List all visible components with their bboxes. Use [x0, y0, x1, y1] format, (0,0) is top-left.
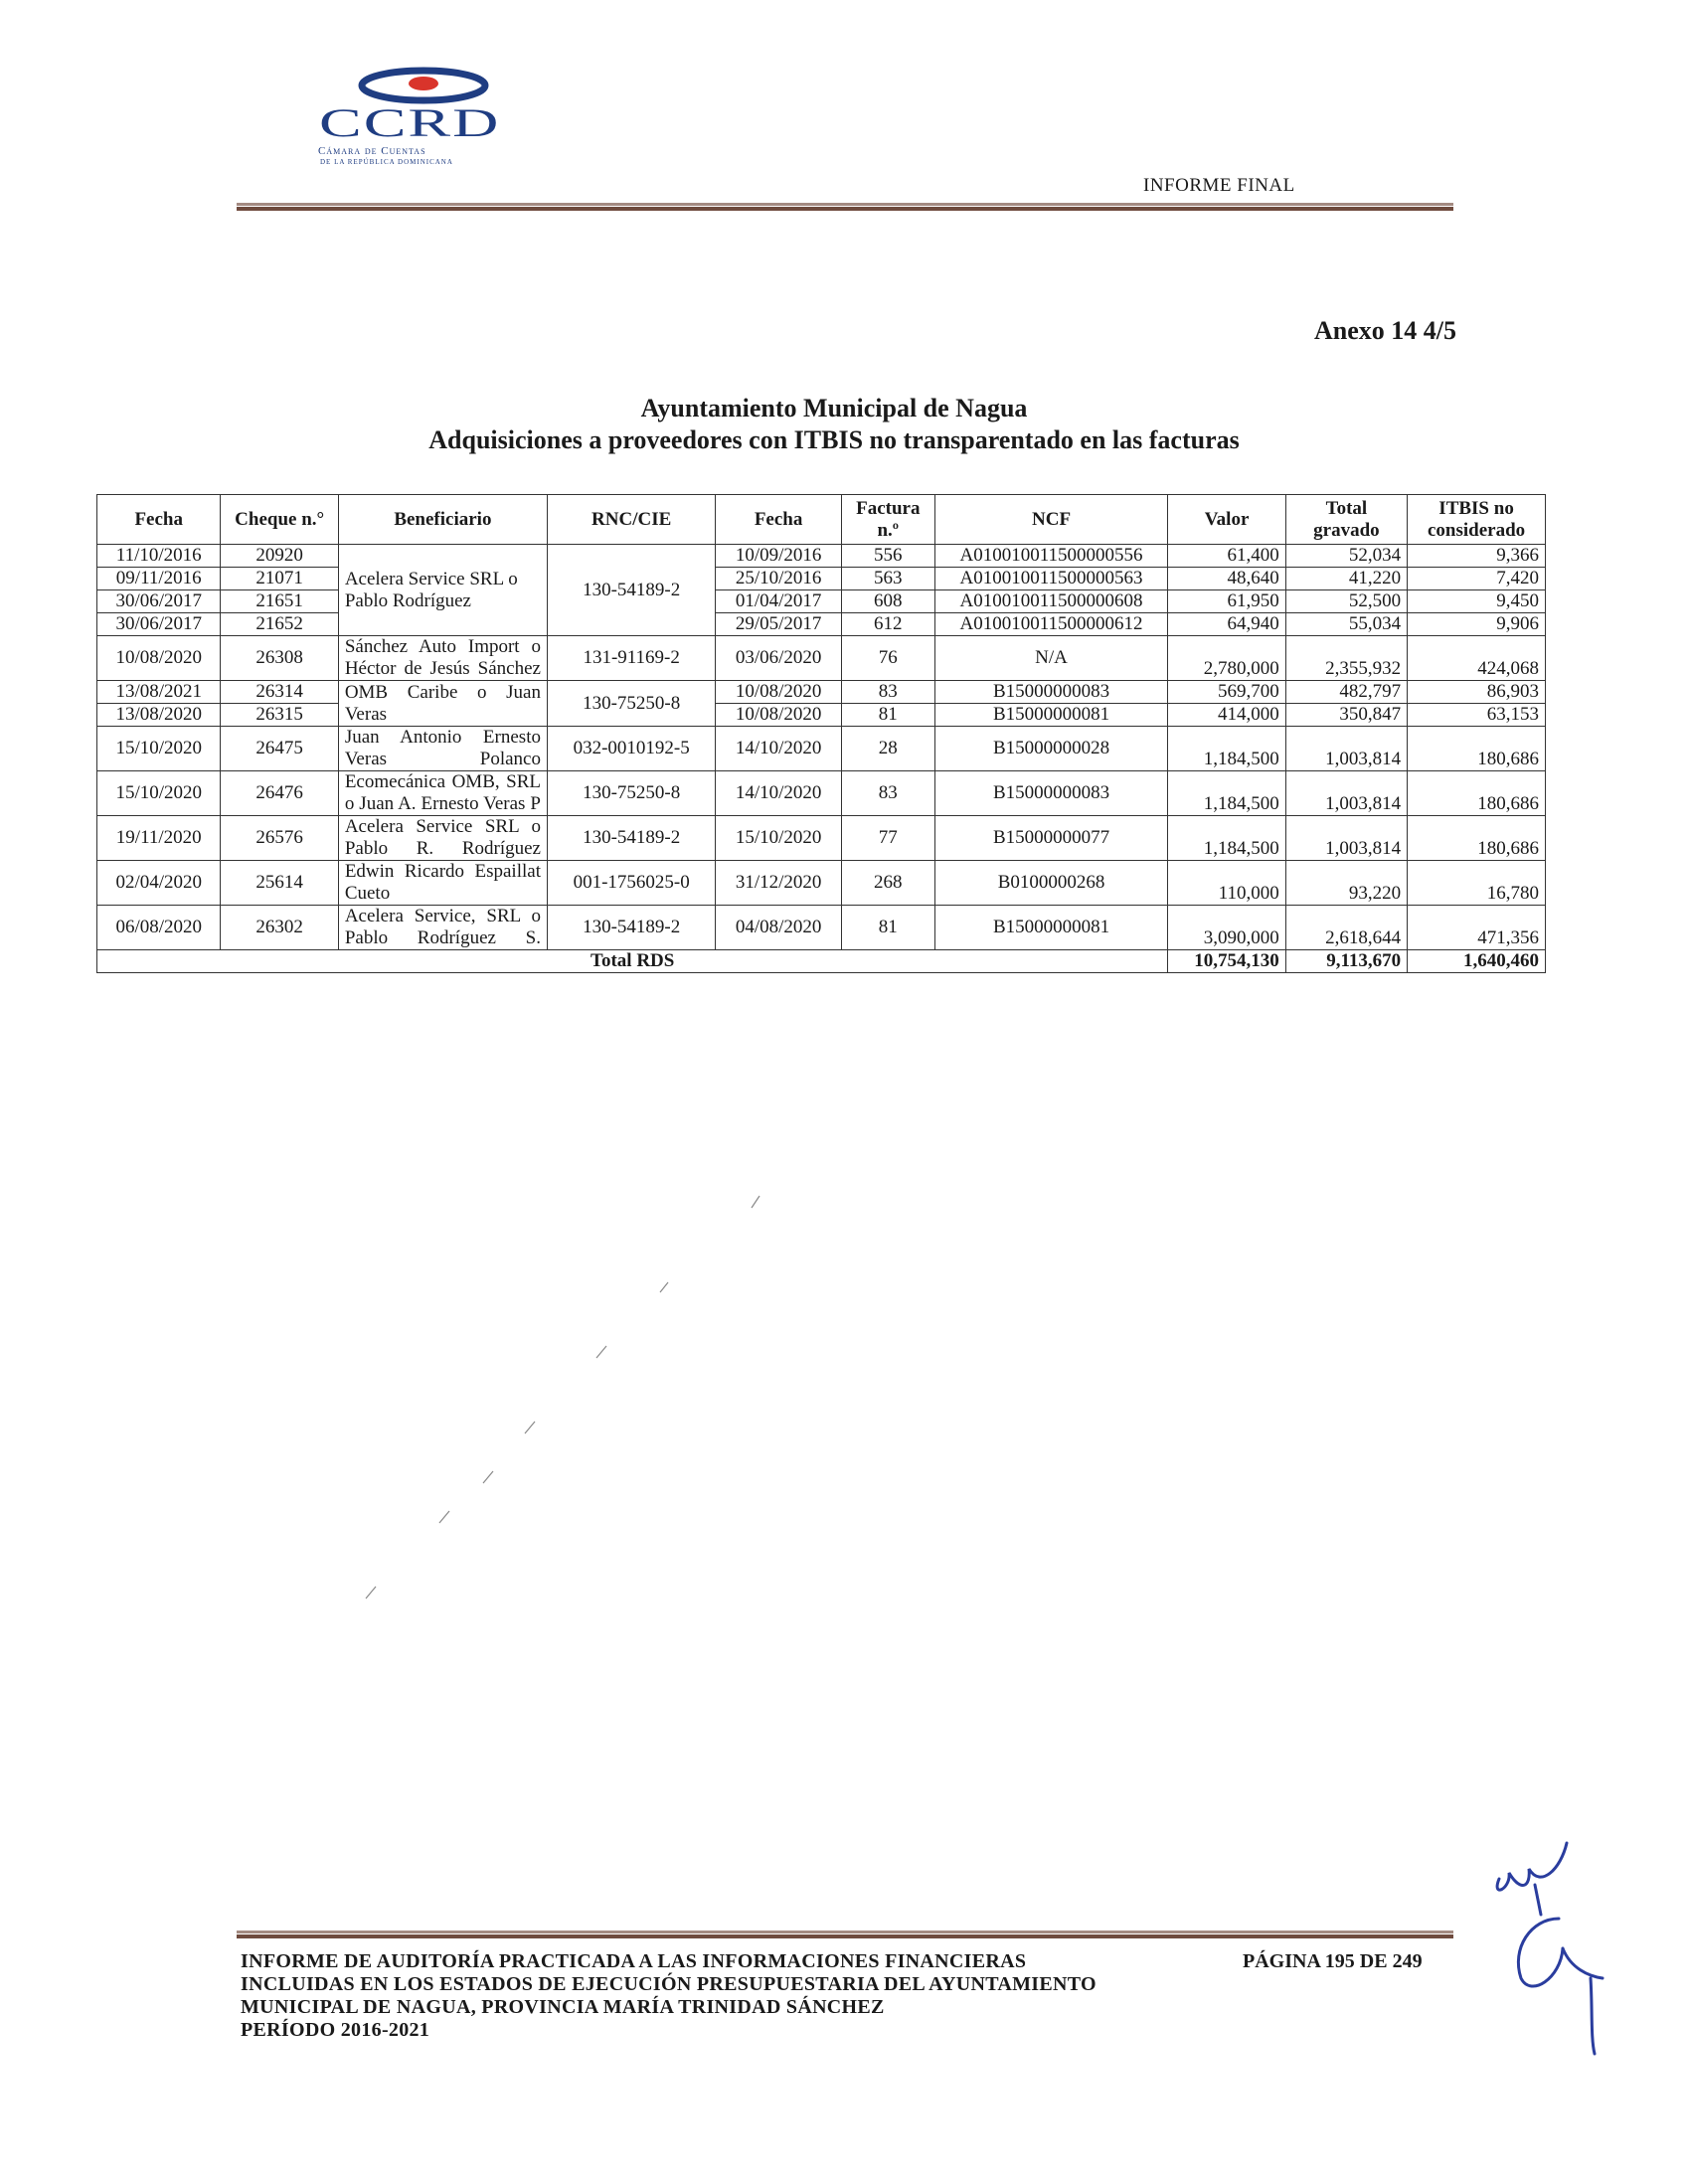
total-valor: 10,754,130 [1168, 950, 1285, 973]
cell-cheque: 26476 [221, 771, 338, 816]
check-mark [752, 1196, 760, 1208]
cell-itbis: 86,903 [1408, 681, 1546, 704]
header-rnc: RNC/CIE [547, 495, 715, 545]
cell-itbis: 16,780 [1408, 861, 1546, 906]
cell-rnc: 130-54189-2 [547, 816, 715, 861]
footer-line: MUNICIPAL DE NAGUA, PROVINCIA MARÍA TRINIDAD SÁNCHEZ [241, 1996, 885, 2018]
cell-fecha: 10/08/2020 [97, 636, 221, 681]
cell-cheque: 26308 [221, 636, 338, 681]
handwritten-initials-icon [1471, 1829, 1620, 2058]
cell-fecha: 30/06/2017 [97, 613, 221, 636]
header-valor: Valor [1168, 495, 1285, 545]
cell-cheque: 21652 [221, 613, 338, 636]
cell-factura: 77 [841, 816, 934, 861]
cell-factura: 268 [841, 861, 934, 906]
cell-itbis: 180,686 [1408, 727, 1546, 771]
cell-fecha: 09/11/2016 [97, 568, 221, 590]
cell-itbis: 9,366 [1408, 545, 1546, 568]
header-fecha: Fecha [97, 495, 221, 545]
cell-ncf: B0100000268 [934, 861, 1168, 906]
cell-itbis: 63,153 [1408, 704, 1546, 727]
cell-fecha-factura: 14/10/2020 [716, 727, 842, 771]
cell-gravado: 52,034 [1285, 545, 1407, 568]
cell-ncf: B15000000077 [934, 816, 1168, 861]
cell-ncf: B15000000028 [934, 727, 1168, 771]
cell-valor: 61,950 [1168, 590, 1285, 613]
cell-rnc: 130-54189-2 [547, 545, 715, 636]
footer-line: PERÍODO 2016-2021 [241, 2019, 430, 2041]
cell-ncf: B15000000083 [934, 771, 1168, 816]
cell-itbis: 424,068 [1408, 636, 1546, 681]
cell-valor: 1,184,500 [1168, 816, 1285, 861]
cell-rnc: 130-75250-8 [547, 681, 715, 727]
cell-fecha: 06/08/2020 [97, 906, 221, 950]
cell-rnc: 032-0010192-5 [547, 727, 715, 771]
cell-itbis: 9,450 [1408, 590, 1546, 613]
cell-fecha-factura: 14/10/2020 [716, 771, 842, 816]
annex-label: Anexo 14 4/5 [1314, 316, 1456, 345]
cell-rnc: 130-75250-8 [547, 771, 715, 816]
cell-ncf: N/A [934, 636, 1168, 681]
cell-rnc: 130-54189-2 [547, 906, 715, 950]
cell-rnc: 001-1756025-0 [547, 861, 715, 906]
header-total-gravado: Total gravado [1285, 495, 1407, 545]
cell-fecha-factura: 29/05/2017 [716, 613, 842, 636]
check-mark [596, 1346, 606, 1358]
cell-cheque: 26475 [221, 727, 338, 771]
cell-gravado: 482,797 [1285, 681, 1407, 704]
cell-valor: 48,640 [1168, 568, 1285, 590]
check-mark [439, 1511, 449, 1523]
cell-ncf: B15000000081 [934, 704, 1168, 727]
cell-gravado: 350,847 [1285, 704, 1407, 727]
cell-gravado: 55,034 [1285, 613, 1407, 636]
cell-cheque: 21071 [221, 568, 338, 590]
cell-ncf: A010010011500000608 [934, 590, 1168, 613]
page-title: Ayuntamiento Municipal de Nagua [640, 394, 1028, 422]
check-mark [483, 1471, 493, 1483]
total-gravado: 9,113,670 [1285, 950, 1407, 973]
cell-beneficiario: Edwin Ricardo Espaillat Cueto [338, 861, 547, 906]
cell-ncf: B15000000081 [934, 906, 1168, 950]
cell-fecha-factura: 15/10/2020 [716, 816, 842, 861]
cell-valor: 64,940 [1168, 613, 1285, 636]
cell-gravado: 93,220 [1285, 861, 1407, 906]
page-subtitle: Adquisiciones a proveedores con ITBIS no transparentado en las facturas [428, 425, 1240, 454]
logo-acronym: CCRD [319, 100, 501, 145]
cell-fecha-factura: 10/08/2020 [716, 704, 842, 727]
cell-fecha-factura: 03/06/2020 [716, 636, 842, 681]
cell-factura: 612 [841, 613, 934, 636]
cell-gravado: 1,003,814 [1285, 727, 1407, 771]
cell-fecha: 02/04/2020 [97, 861, 221, 906]
cell-fecha: 30/06/2017 [97, 590, 221, 613]
cell-cheque: 20920 [221, 545, 338, 568]
header-label: INFORME FINAL [1143, 175, 1295, 196]
cell-valor: 61,400 [1168, 545, 1285, 568]
cell-ncf: A010010011500000612 [934, 613, 1168, 636]
cell-itbis: 180,686 [1408, 816, 1546, 861]
cell-fecha: 19/11/2020 [97, 816, 221, 861]
total-itbis: 1,640,460 [1408, 950, 1546, 973]
cell-fecha-factura: 01/04/2017 [716, 590, 842, 613]
header-fecha-factura: Fecha [716, 495, 842, 545]
cell-fecha: 13/08/2021 [97, 681, 221, 704]
cell-itbis: 471,356 [1408, 906, 1546, 950]
cell-beneficiario: Juan Antonio Ernesto Veras Polanco [338, 727, 547, 771]
cell-valor: 414,000 [1168, 704, 1285, 727]
cell-gravado: 1,003,814 [1285, 816, 1407, 861]
cell-valor: 1,184,500 [1168, 727, 1285, 771]
cell-gravado: 2,355,932 [1285, 636, 1407, 681]
cell-cheque: 26314 [221, 681, 338, 704]
total-label: Total RDS [97, 950, 1168, 973]
cell-beneficiario: Ecomecánica OMB, SRL o Juan A. Ernesto Veras P [338, 771, 547, 816]
cell-cheque: 26302 [221, 906, 338, 950]
cell-ncf: A010010011500000556 [934, 545, 1168, 568]
cell-cheque: 26315 [221, 704, 338, 727]
cell-valor: 3,090,000 [1168, 906, 1285, 950]
header-itbis: ITBIS no considerado [1408, 495, 1546, 545]
cell-factura: 83 [841, 681, 934, 704]
header-cheque: Cheque n.° [221, 495, 338, 545]
cell-fecha: 11/10/2016 [97, 545, 221, 568]
footer-line: INFORME DE AUDITORÍA PRACTICADA A LAS INFORMACIONES FINANCIERAS [241, 1950, 1027, 1972]
header-factura: Factura n.º [841, 495, 934, 545]
cell-fecha-factura: 31/12/2020 [716, 861, 842, 906]
cell-cheque: 26576 [221, 816, 338, 861]
cell-fecha: 13/08/2020 [97, 704, 221, 727]
cell-factura: 563 [841, 568, 934, 590]
cell-cheque: 25614 [221, 861, 338, 906]
cell-factura: 81 [841, 906, 934, 950]
cell-itbis: 180,686 [1408, 771, 1546, 816]
header-beneficiario: Beneficiario [338, 495, 547, 545]
check-mark [525, 1422, 535, 1433]
cell-factura: 76 [841, 636, 934, 681]
cell-fecha: 15/10/2020 [97, 727, 221, 771]
cell-ncf: A010010011500000563 [934, 568, 1168, 590]
cell-cheque: 21651 [221, 590, 338, 613]
cell-rnc: 131-91169-2 [547, 636, 715, 681]
logo-line2: DE LA REPÚBLICA DOMINICANA [320, 158, 453, 166]
logo-line1: Cámara de Cuentas [318, 145, 426, 157]
cell-beneficiario: OMB Caribe o Juan Veras [338, 681, 547, 727]
cell-fecha-factura: 10/09/2016 [716, 545, 842, 568]
cell-beneficiario: Acelera Service SRL o Pablo Rodríguez [338, 545, 547, 636]
cell-valor: 569,700 [1168, 681, 1285, 704]
cell-factura: 556 [841, 545, 934, 568]
cell-beneficiario: Acelera Service SRL o Pablo R. Rodríguez [338, 816, 547, 861]
cell-valor: 110,000 [1168, 861, 1285, 906]
cell-factura: 608 [841, 590, 934, 613]
page-number: PÁGINA 195 DE 249 [1243, 1950, 1423, 1972]
footer-line: INCLUIDAS EN LOS ESTADOS DE EJECUCIÓN PRESUPUESTARIA DEL AYUNTAMIENTO [241, 1973, 1097, 1995]
cell-beneficiario: Sánchez Auto Import o Héctor de Jesús Sánchez [338, 636, 547, 681]
cell-valor: 2,780,000 [1168, 636, 1285, 681]
cell-gravado: 2,618,644 [1285, 906, 1407, 950]
cell-ncf: B15000000083 [934, 681, 1168, 704]
header-ncf: NCF [934, 495, 1168, 545]
cell-itbis: 9,906 [1408, 613, 1546, 636]
cell-factura: 81 [841, 704, 934, 727]
footer-rule [237, 1931, 1453, 1938]
footer-text [241, 1950, 1097, 2042]
cell-gravado: 41,220 [1285, 568, 1407, 590]
cell-factura: 28 [841, 727, 934, 771]
cell-beneficiario: Acelera Service, SRL o Pablo Rodríguez S. [338, 906, 547, 950]
cell-fecha: 15/10/2020 [97, 771, 221, 816]
cell-gravado: 52,500 [1285, 590, 1407, 613]
cell-valor: 1,184,500 [1168, 771, 1285, 816]
cell-fecha-factura: 25/10/2016 [716, 568, 842, 590]
cell-itbis: 7,420 [1408, 568, 1546, 590]
cell-factura: 83 [841, 771, 934, 816]
cell-fecha-factura: 10/08/2020 [716, 681, 842, 704]
cell-fecha-factura: 04/08/2020 [716, 906, 842, 950]
check-mark [660, 1282, 668, 1292]
cell-gravado: 1,003,814 [1285, 771, 1407, 816]
check-mark [366, 1587, 376, 1598]
